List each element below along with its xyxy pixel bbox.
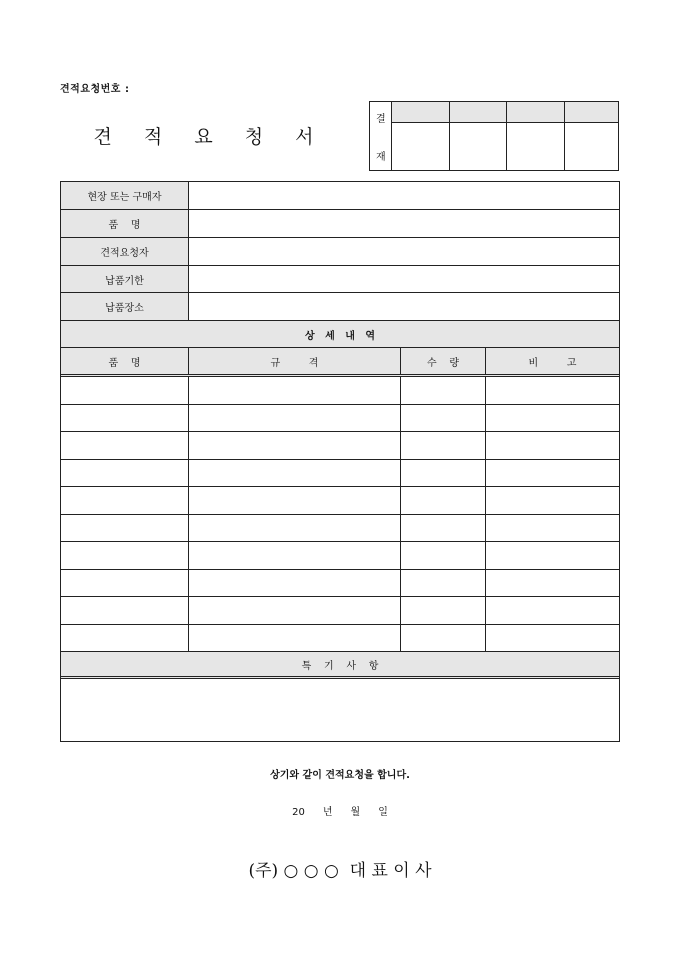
table-cell[interactable] xyxy=(189,405,401,432)
table-cell[interactable] xyxy=(189,377,401,404)
column-header-item: 품 명 xyxy=(61,348,189,374)
table-cell[interactable] xyxy=(401,487,486,514)
info-row-requester xyxy=(61,238,619,266)
table-cell[interactable] xyxy=(401,432,486,459)
date-month-unit: 월 xyxy=(350,807,361,818)
table-cell[interactable] xyxy=(189,570,401,597)
table-cell[interactable] xyxy=(401,542,486,569)
info-label: 품 명 xyxy=(61,210,189,237)
approval-label-bottom: 재 xyxy=(376,152,386,163)
table-cell[interactable] xyxy=(486,432,619,459)
approval-divider xyxy=(506,102,507,170)
document-title: 견 적 요 청 서 xyxy=(93,126,327,148)
table-cell[interactable] xyxy=(61,625,189,652)
date-year-unit: 년 xyxy=(322,807,333,818)
table-cell[interactable] xyxy=(189,432,401,459)
table-row xyxy=(61,625,619,653)
signer-line: (주) ○ ○ ○ 대 표 이 사 xyxy=(248,861,432,881)
info-label: 현장 또는 구매자 xyxy=(61,182,189,209)
column-header-spec: 규 격 xyxy=(189,348,401,374)
info-row-site-buyer xyxy=(61,182,619,210)
table-cell[interactable] xyxy=(401,377,486,404)
table-row xyxy=(61,570,619,598)
table-cell[interactable] xyxy=(486,487,619,514)
table-cell[interactable] xyxy=(486,542,619,569)
table-row xyxy=(61,377,619,405)
table-row xyxy=(61,515,619,543)
info-label: 납품기한 xyxy=(61,266,189,292)
table-cell[interactable] xyxy=(486,405,619,432)
info-value-field[interactable] xyxy=(193,293,615,320)
table-cell[interactable] xyxy=(189,515,401,542)
table-row xyxy=(61,542,619,570)
info-row-item-name xyxy=(61,210,619,238)
date-day-unit: 일 xyxy=(378,807,388,818)
table-cell[interactable] xyxy=(189,460,401,487)
approval-box xyxy=(369,101,619,171)
table-cell[interactable] xyxy=(401,570,486,597)
approval-label xyxy=(370,102,392,170)
table-cell[interactable] xyxy=(61,487,189,514)
info-row-delivery-deadline xyxy=(61,266,619,293)
table-cell[interactable] xyxy=(486,460,619,487)
table-cell[interactable] xyxy=(189,487,401,514)
column-header-note: 비 고 xyxy=(528,357,577,369)
info-value-field[interactable] xyxy=(193,210,615,237)
table-row xyxy=(61,460,619,488)
table-cell[interactable] xyxy=(61,515,189,542)
details-column-header xyxy=(61,348,619,377)
remarks-content-area[interactable] xyxy=(65,682,615,737)
info-label: 납품장소 xyxy=(61,293,189,320)
table-cell[interactable] xyxy=(61,405,189,432)
request-number-label: 견적요청번호 : xyxy=(60,84,130,95)
table-row xyxy=(61,432,619,460)
info-value-field[interactable] xyxy=(193,182,615,209)
table-cell[interactable] xyxy=(486,377,619,404)
date-line xyxy=(60,803,620,818)
table-cell[interactable] xyxy=(61,570,189,597)
table-row xyxy=(61,597,619,625)
column-header-qty: 수 량 xyxy=(401,348,486,374)
table-cell[interactable] xyxy=(486,625,619,652)
date-year: 20 xyxy=(292,807,305,818)
table-cell[interactable] xyxy=(486,570,619,597)
approval-divider xyxy=(564,102,565,170)
table-cell[interactable] xyxy=(401,515,486,542)
table-row xyxy=(61,405,619,433)
info-row-delivery-place xyxy=(61,293,619,321)
closing-statement: 상기와 같이 견적요청을 합니다. xyxy=(270,770,410,781)
table-cell[interactable] xyxy=(401,625,486,652)
details-section-title: 상 세 내 역 xyxy=(305,330,375,342)
table-cell[interactable] xyxy=(61,597,189,624)
approval-header-row xyxy=(392,102,618,123)
details-section-header xyxy=(61,321,619,348)
table-cell[interactable] xyxy=(401,597,486,624)
approval-label-top: 결 xyxy=(376,114,386,125)
table-cell[interactable] xyxy=(189,625,401,652)
table-cell[interactable] xyxy=(486,597,619,624)
approval-divider xyxy=(449,102,450,170)
request-form xyxy=(60,181,620,742)
table-cell[interactable] xyxy=(61,432,189,459)
remarks-section-header xyxy=(61,652,619,679)
table-cell[interactable] xyxy=(486,515,619,542)
table-cell[interactable] xyxy=(61,460,189,487)
info-value-field[interactable] xyxy=(193,238,615,265)
table-row xyxy=(61,487,619,515)
table-cell[interactable] xyxy=(189,597,401,624)
info-value-field[interactable] xyxy=(193,266,615,292)
table-cell[interactable] xyxy=(189,542,401,569)
remarks-section-title: 특 기 사 항 xyxy=(301,660,379,672)
info-label: 견적요청자 xyxy=(61,238,189,265)
table-cell[interactable] xyxy=(61,377,189,404)
table-cell[interactable] xyxy=(61,542,189,569)
table-cell[interactable] xyxy=(401,460,486,487)
table-cell[interactable] xyxy=(401,405,486,432)
